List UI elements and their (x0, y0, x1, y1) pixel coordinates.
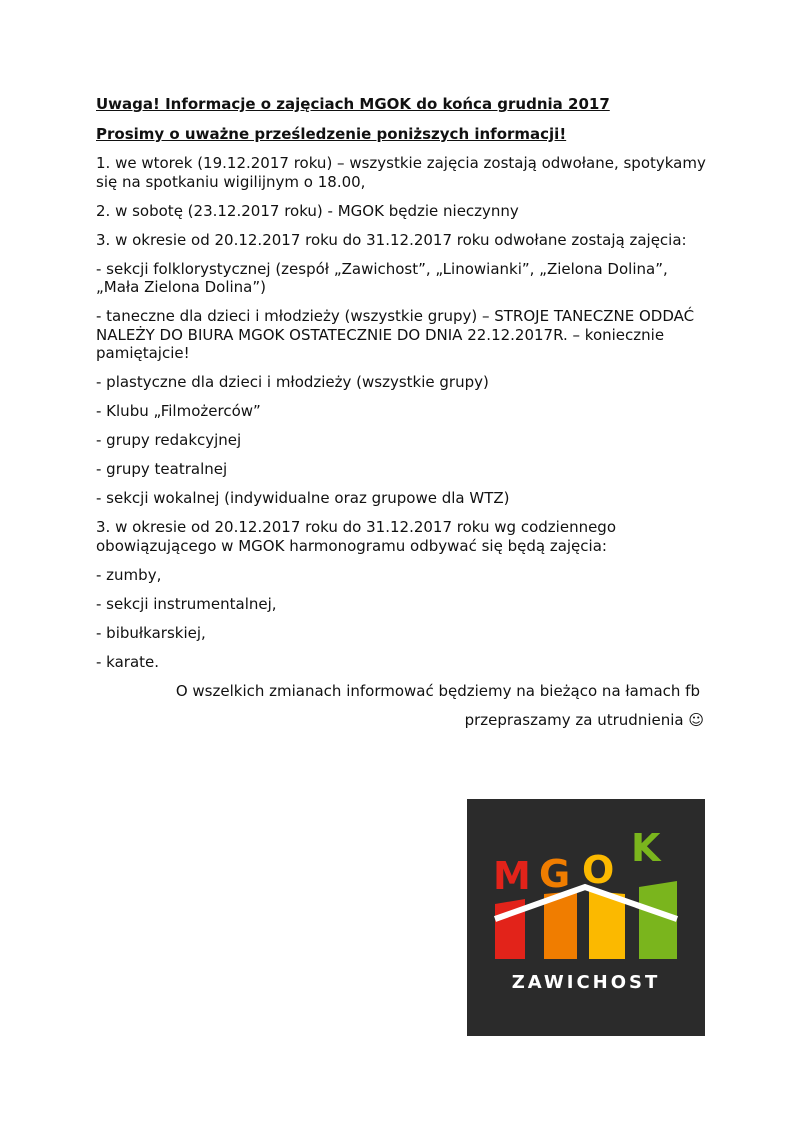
paragraph: 3. w okresie od 20.12.2017 roku do 31.12.2017 roku odwołane zostają zajęcia: (96, 230, 687, 249)
document-heading: Uwaga! Informacje o zajęciach MGOK do końca grudnia 2017 (96, 95, 610, 113)
paragraph: - bibułkarskiej, (96, 623, 206, 642)
paragraph: - grupy teatralnej (96, 460, 228, 478)
logo-subtitle: ZAWICHOST (511, 972, 661, 993)
paragraph: 3. w okresie od 20.12.2017 roku do 31.12.2017 roku wg codziennego obowiązującego w MGOK harmonogramu odbywać się będą zajęcia: (96, 518, 617, 555)
logo-letter-g: G (539, 852, 571, 896)
paragraph: - taneczne dla dzieci i młodzieży (wszystkie grupy) – STROJE TANECZNE ODDAĆ NALEŻY DO BIURA MGOK OSTATECZNIE DO DNIA 22.12.2017R. – koniecznie pamiętajcie! (96, 307, 695, 362)
paragraph: - Klubu „Filmożerców” (96, 402, 261, 420)
paragraph: - grupy redakcyjnej (96, 431, 242, 449)
document-body (96, 94, 708, 682)
logo-letter-m: M (493, 854, 531, 898)
paragraph: - sekcji folklorystycznej (zespół „Zawichost”, „Linowianki”, „Zielona Dolina”, „Mała Zielona Dolina”) (96, 259, 668, 296)
paragraph: - zumby, (96, 565, 162, 584)
paragraph: 1. we wtorek (19.12.2017 roku) – wszystkie zajęcia zostają odwołane, spotykamy się na spotkaniu wigilijnym o 18.00, (96, 154, 706, 191)
document-subheading: Prosimy o uważne prześledzenie poniższych informacji! (96, 125, 567, 143)
paragraph: - karate. (96, 652, 160, 671)
paragraph: - sekcji instrumentalnej, (96, 594, 277, 613)
paragraph: 2. w sobotę (23.12.2017 roku) - MGOK będzie nieczynny (96, 201, 519, 220)
logo-letter-o: O (582, 848, 615, 892)
mgok-logo (467, 799, 705, 1036)
apology-line: przepraszamy za utrudnienia ☺ (464, 711, 704, 729)
logo-letter-k: K (631, 826, 661, 870)
closing-line: O wszelkich zmianach informować będziemy na bieżąco na łamach fb (175, 682, 700, 700)
paragraph: - sekcji wokalnej (indywidualne oraz grupowe dla WTZ) (96, 489, 510, 507)
paragraph: - plastyczne dla dzieci i młodzieży (wszystkie grupy) (96, 373, 489, 391)
